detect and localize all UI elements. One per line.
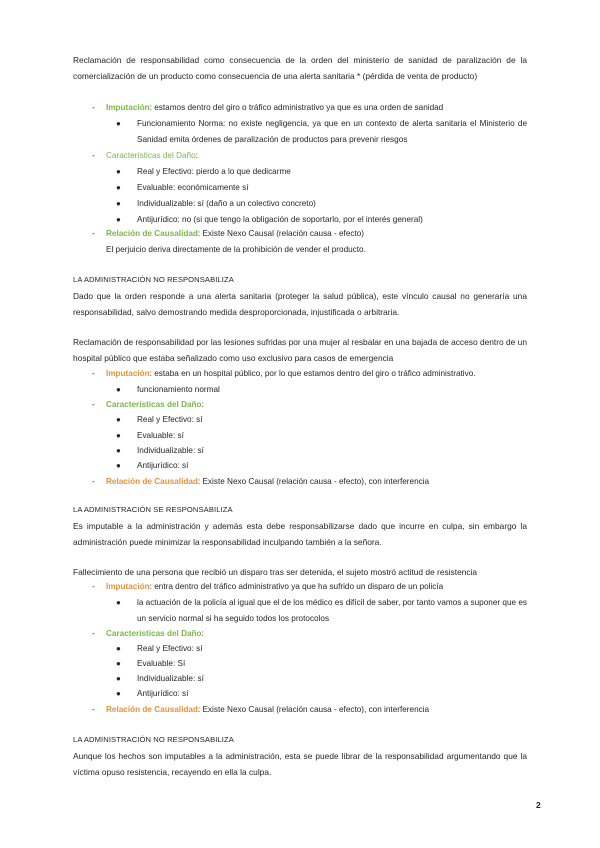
case3-title: Fallecimiento de una persona que recibió un disparo tras ser detenida, el sujeto mostró actitud de resistencia (73, 567, 478, 577)
bullet-dot: ● (116, 689, 121, 698)
case1-conclusion: Dado que la orden responde a una alerta sanitaria (proteger la salud pública), este vínculo causal no generaría una responsabilidad, salvo demostrando medida desproporcionada, injustificada o arbitraria. (73, 291, 527, 317)
case1-imputacion (92, 100, 527, 116)
page-number: 2 (536, 800, 541, 810)
dano-item-text: Real y Efectivo: pierdo a lo que dedicarme (137, 167, 291, 176)
dash-marker: - (92, 477, 95, 486)
causalidad-text: : Existe Nexo Causal (relación causa - efecto), con interferencia (197, 477, 430, 486)
bullet-text: la actuación de la policía al igual que el de los médico es difícil de saber, por tanto vamos a suponer que es un servicio normal si ha seguido todos los protocolos (137, 598, 527, 623)
bullet-dot: ● (116, 167, 121, 176)
imputacion-label: Imputación (106, 369, 150, 378)
dash-marker: - (92, 705, 95, 714)
causalidad-label: Relación de Causalidad (106, 229, 198, 238)
case3-imputacion (92, 579, 527, 595)
case3-dano (92, 626, 527, 642)
dano-colon: : (201, 629, 204, 638)
dano-label: Características del Daño (106, 629, 202, 638)
bullet-dot: ● (116, 199, 121, 208)
bullet-text: funcionamiento normal (137, 385, 220, 394)
case1-heading: LA ADMINISTRACIÓN NO RESPONSABILIZA (73, 275, 234, 284)
case3-conclusion: Aunque los hechos son imputables a la administración, esta se puede librar de la responsabilidad argumentando que la víctima opuso resistencia, recayendo en ella la culpa. (73, 751, 527, 777)
bullet-dot: ● (116, 215, 121, 224)
case1-title: Reclamación de responsabilidad como consecuencia de la orden del ministerio de sanidad de paralización de la comercialización de un producto como consecuencia de una alerta sanitaria * (pérdida de venta de producto) (73, 55, 527, 81)
dash-marker: - (92, 582, 95, 591)
case1-causalidad (92, 226, 527, 242)
dano-item-text: Evaluable: económicamente sí (137, 183, 249, 192)
bullet-dot: ● (116, 119, 121, 128)
dano-item-text: Individualizable: sí (daño a un colectivo concreto) (137, 199, 316, 208)
bullet-dot: ● (116, 659, 121, 668)
case2-causalidad (92, 474, 527, 490)
dano-colon: : (195, 151, 198, 160)
dano-item-text: Individualizable: sí (137, 446, 204, 455)
dano-label: Características del Daño (106, 151, 196, 160)
imputacion-label: Imputación (106, 103, 150, 112)
imputacion-text: : entra dentro del tráfico administrativo ya que ha sufrido un disparo de un policía (149, 582, 444, 591)
causalidad-text: : Existe Nexo Causal (relación causa - efecto) (197, 229, 365, 238)
dano-item-text: Antijurídico: no (si que tengo la obligación de soportarlo, por el interés general) (137, 215, 423, 224)
case2-dano (92, 397, 527, 413)
bullet-dot: ● (116, 431, 121, 440)
case3-causalidad (92, 702, 527, 718)
dash-marker: - (92, 629, 95, 638)
case2-conclusion: Es imputable a la administración y además esta debe responsabilizarse dado que incurre en culpa, sin embargo la administración puede minimizar la responsabilidad inculpando también a la señora. (73, 521, 527, 547)
causalidad-text: : Existe Nexo Causal (relación causa - efecto), con interferencia (197, 705, 430, 714)
bullet-dot: ● (116, 183, 121, 192)
dash-marker: - (92, 369, 95, 378)
dano-colon: : (201, 400, 204, 409)
dano-item-text: Evaluable: sí (137, 431, 184, 440)
case2-title: Reclamación de responsabilidad por las lesiones sufridas por una mujer al resbalar en una bajada de acceso dentro de un hospital público que estaba señalizado como uso exclusivo para casos de emergencia (73, 337, 527, 363)
bullet-dot: ● (116, 461, 121, 470)
imputacion-text: : estaba en un hospital público, por lo que estamos dentro del giro o tráfico administrativo. (149, 369, 476, 378)
dano-item-text: Antijurídico: sí (137, 461, 189, 470)
causalidad-label: Relación de Causalidad (106, 477, 198, 486)
bullet-text: Funcionamiento Norma: no existe negligencia, ya que en un contexto de alerta sanitaria el Ministerio de Sanidad emita órdenes de paralización de productos para prevenir riesgos (137, 119, 527, 144)
bullet-dot: ● (116, 415, 121, 424)
imputacion-label: Imputación (106, 582, 150, 591)
case3-heading: LA ADMINISTRACIÓN NO RESPONSABILIZA (73, 735, 234, 744)
dano-item-text: Real y Efectivo: sí (137, 415, 203, 424)
case1-imputacion-bullet (118, 116, 527, 148)
bullet-dot: ● (116, 446, 121, 455)
case2-heading: LA ADMINISTRACIÓN SE RESPONSABILIZA (73, 505, 233, 514)
bullet-dot: ● (116, 385, 121, 394)
causalidad-label: Relación de Causalidad (106, 705, 198, 714)
bullet-dot: ● (116, 598, 121, 607)
dash-marker: - (92, 151, 95, 160)
dash-marker: - (92, 400, 95, 409)
case2-imputacion (92, 366, 527, 382)
dash-marker: - (92, 229, 95, 238)
case3-imputacion-bullet (118, 595, 527, 627)
imputacion-text: : estamos dentro del giro o tráfico administrativo ya que es una orden de sanidad (149, 103, 444, 112)
bullet-dot: ● (116, 674, 121, 683)
case1-causalidad-cont: El perjuicio deriva directamente de la prohibición de vender el producto. (106, 245, 366, 254)
dano-item-text: Evaluable: Sí (137, 659, 186, 668)
case1-dano (92, 148, 527, 164)
dash-marker: - (92, 103, 95, 112)
dano-item-text: Antijurídico: sí (137, 689, 189, 698)
dano-label: Características del Daño (106, 400, 202, 409)
bullet-dot: ● (116, 644, 121, 653)
dano-item-text: Individualizable: sí (137, 674, 204, 683)
dano-item-text: Real y Efectivo: sí (137, 644, 203, 653)
